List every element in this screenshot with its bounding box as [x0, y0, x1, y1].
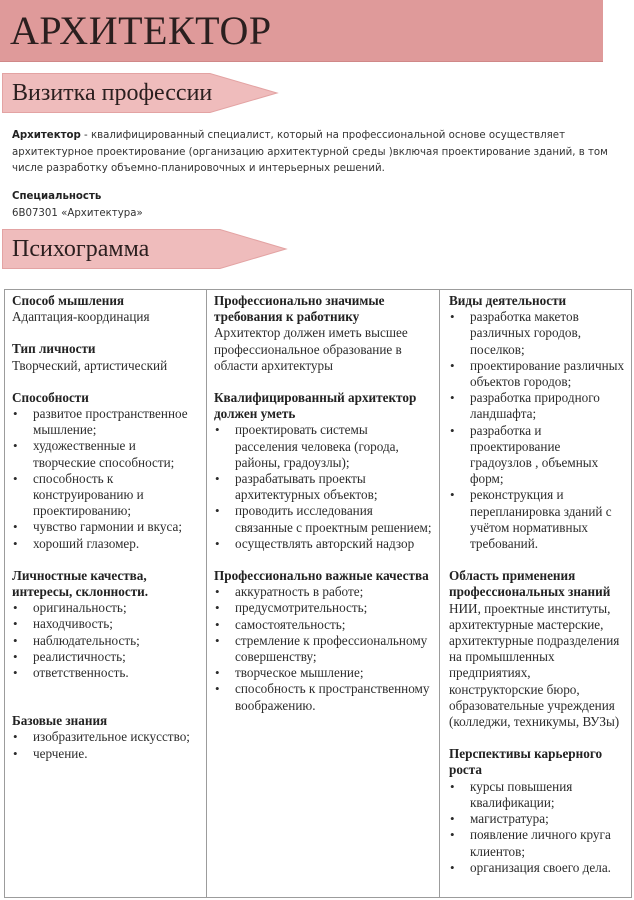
- qualities-section: [12, 568, 200, 681]
- section-heading-card-label: Визитка профессии: [12, 80, 213, 106]
- list-item: • проводить исследования связанные с проектным решением;: [214, 503, 433, 535]
- list-item: • способность к конструированию и проектированию;: [12, 471, 200, 520]
- list-item: • реалистичность;: [12, 649, 200, 665]
- activities-list: [449, 309, 625, 552]
- activities-title: Виды деятельности: [449, 293, 567, 308]
- thinking-text: Адаптация-координация: [12, 309, 150, 325]
- application-text: НИИ, проектные институты, архитектурные мастерские, архитектурные подразделения на промышленных предприятиях, конструкторские бюро, образовательные учреждения (колледжи, техникумы, ВУЗы): [449, 600, 620, 730]
- psychogram-table: [4, 289, 632, 898]
- requirements-title: Профессионально значимые требования к работнику: [214, 293, 385, 325]
- definition-term: Архитектор: [12, 130, 81, 141]
- list-item: • стремление к профессиональному совершенству;: [214, 633, 433, 665]
- section-heading-psychogram: [2, 229, 282, 269]
- specialty-value: 6В07301 «Архитектура»: [12, 207, 143, 219]
- list-item: • реконструкция и перепланировка зданий с учётом нормативных требований.: [449, 487, 625, 552]
- list-item: • творческое мышление;: [214, 665, 433, 681]
- thinking-title: Способ мышления: [12, 293, 125, 308]
- list-item: • изобразительное искусство;: [12, 729, 200, 745]
- section-heading-card: [2, 73, 282, 113]
- list-item: • ответственность.: [12, 665, 200, 681]
- list-item: • организация своего дела.: [449, 860, 625, 876]
- list-item: • разработка макетов различных городов, поселков;: [449, 309, 625, 358]
- list-item: • предусмотрительность;: [214, 600, 433, 616]
- list-item: • разработка природного ландшафта;: [449, 390, 625, 422]
- abilities-list: [12, 406, 200, 552]
- section-heading-psychogram-label: Психограмма: [12, 236, 150, 262]
- list-item: • проектирование различных объектов городов;: [449, 358, 625, 390]
- thinking-section: [12, 293, 200, 325]
- list-item: • аккуратность в работе;: [214, 584, 433, 600]
- requirements-text: Архитектор должен иметь высшее профессиональное образование в области архитектуры: [214, 325, 408, 373]
- list-item: • чувство гармонии и вкуса;: [12, 519, 200, 535]
- application-section: [449, 568, 625, 730]
- list-item: • разрабатывать проекты архитектурных объектов;: [214, 471, 433, 503]
- list-item: • курсы повышения квалификации;: [449, 779, 625, 811]
- important-qualities-list: [214, 584, 433, 714]
- list-item: • развитое пространственное мышление;: [12, 406, 200, 438]
- skills-section: [214, 390, 433, 552]
- personality-title: Тип личности: [12, 341, 96, 357]
- important-qualities-title: Профессионально важные качества: [214, 568, 429, 584]
- important-qualities-section: [214, 568, 433, 714]
- list-item: • магистратура;: [449, 811, 625, 827]
- requirements-section: [214, 293, 433, 374]
- personality-text: Творческий, артистический: [12, 357, 168, 373]
- specialty-label: Специальность: [12, 191, 102, 202]
- skills-list: [214, 422, 433, 552]
- list-item: • появление личного круга клиентов;: [449, 827, 625, 859]
- definition-text: - квалифицированный специалист, который на профессиональной основе осуществляет архитектурное проектирование (организацию архитектурной среды )включая проектирование зданий, в том числе разработку объемно-планировочных и интерьерных решений.: [12, 130, 608, 174]
- list-item: • самостоятельность;: [214, 617, 433, 633]
- personality-section: [12, 341, 200, 373]
- abilities-section: [12, 390, 200, 552]
- list-item: • черчение.: [12, 746, 200, 762]
- list-item: • способность к пространственному воображению.: [214, 681, 433, 713]
- application-title: Область применения профессиональных знаний: [449, 568, 611, 600]
- basic-knowledge-section: [12, 713, 200, 762]
- basic-knowledge-title: Базовые знания: [12, 713, 108, 729]
- activities-section: [449, 293, 625, 552]
- abilities-title: Способности: [12, 389, 89, 405]
- list-item: • проектировать системы расселения человека (города, районы, градоузлы);: [214, 422, 433, 471]
- specialty-block: [12, 189, 143, 222]
- page-title: АРХИТЕКТОР: [10, 8, 272, 53]
- list-item: • оригинальность;: [12, 600, 200, 616]
- career-list: [449, 779, 625, 876]
- career-title: Перспективы карьерного роста: [449, 746, 603, 778]
- list-item: • разработка и проектирование градоузлов , объемных форм;: [449, 423, 625, 488]
- skills-title: Квалифицированный архитектор должен уметь: [214, 390, 417, 422]
- list-item: • художественные и творческие способности;: [12, 438, 200, 470]
- list-item: • хороший глазомер.: [12, 536, 200, 552]
- career-section: [449, 746, 625, 876]
- psychogram-column-2: [207, 290, 440, 897]
- title-banner: [0, 0, 603, 62]
- list-item: • находчивость;: [12, 616, 200, 632]
- profession-definition: [12, 128, 612, 178]
- psychogram-column-3: [440, 290, 631, 897]
- basic-knowledge-list: [12, 729, 200, 761]
- list-item: • осуществлять авторский надзор: [214, 536, 433, 552]
- qualities-title: Личностные качества, интересы, склонности.: [12, 567, 149, 600]
- list-item: • наблюдательность;: [12, 633, 200, 649]
- psychogram-column-1: [5, 290, 207, 897]
- qualities-list: [12, 600, 200, 681]
